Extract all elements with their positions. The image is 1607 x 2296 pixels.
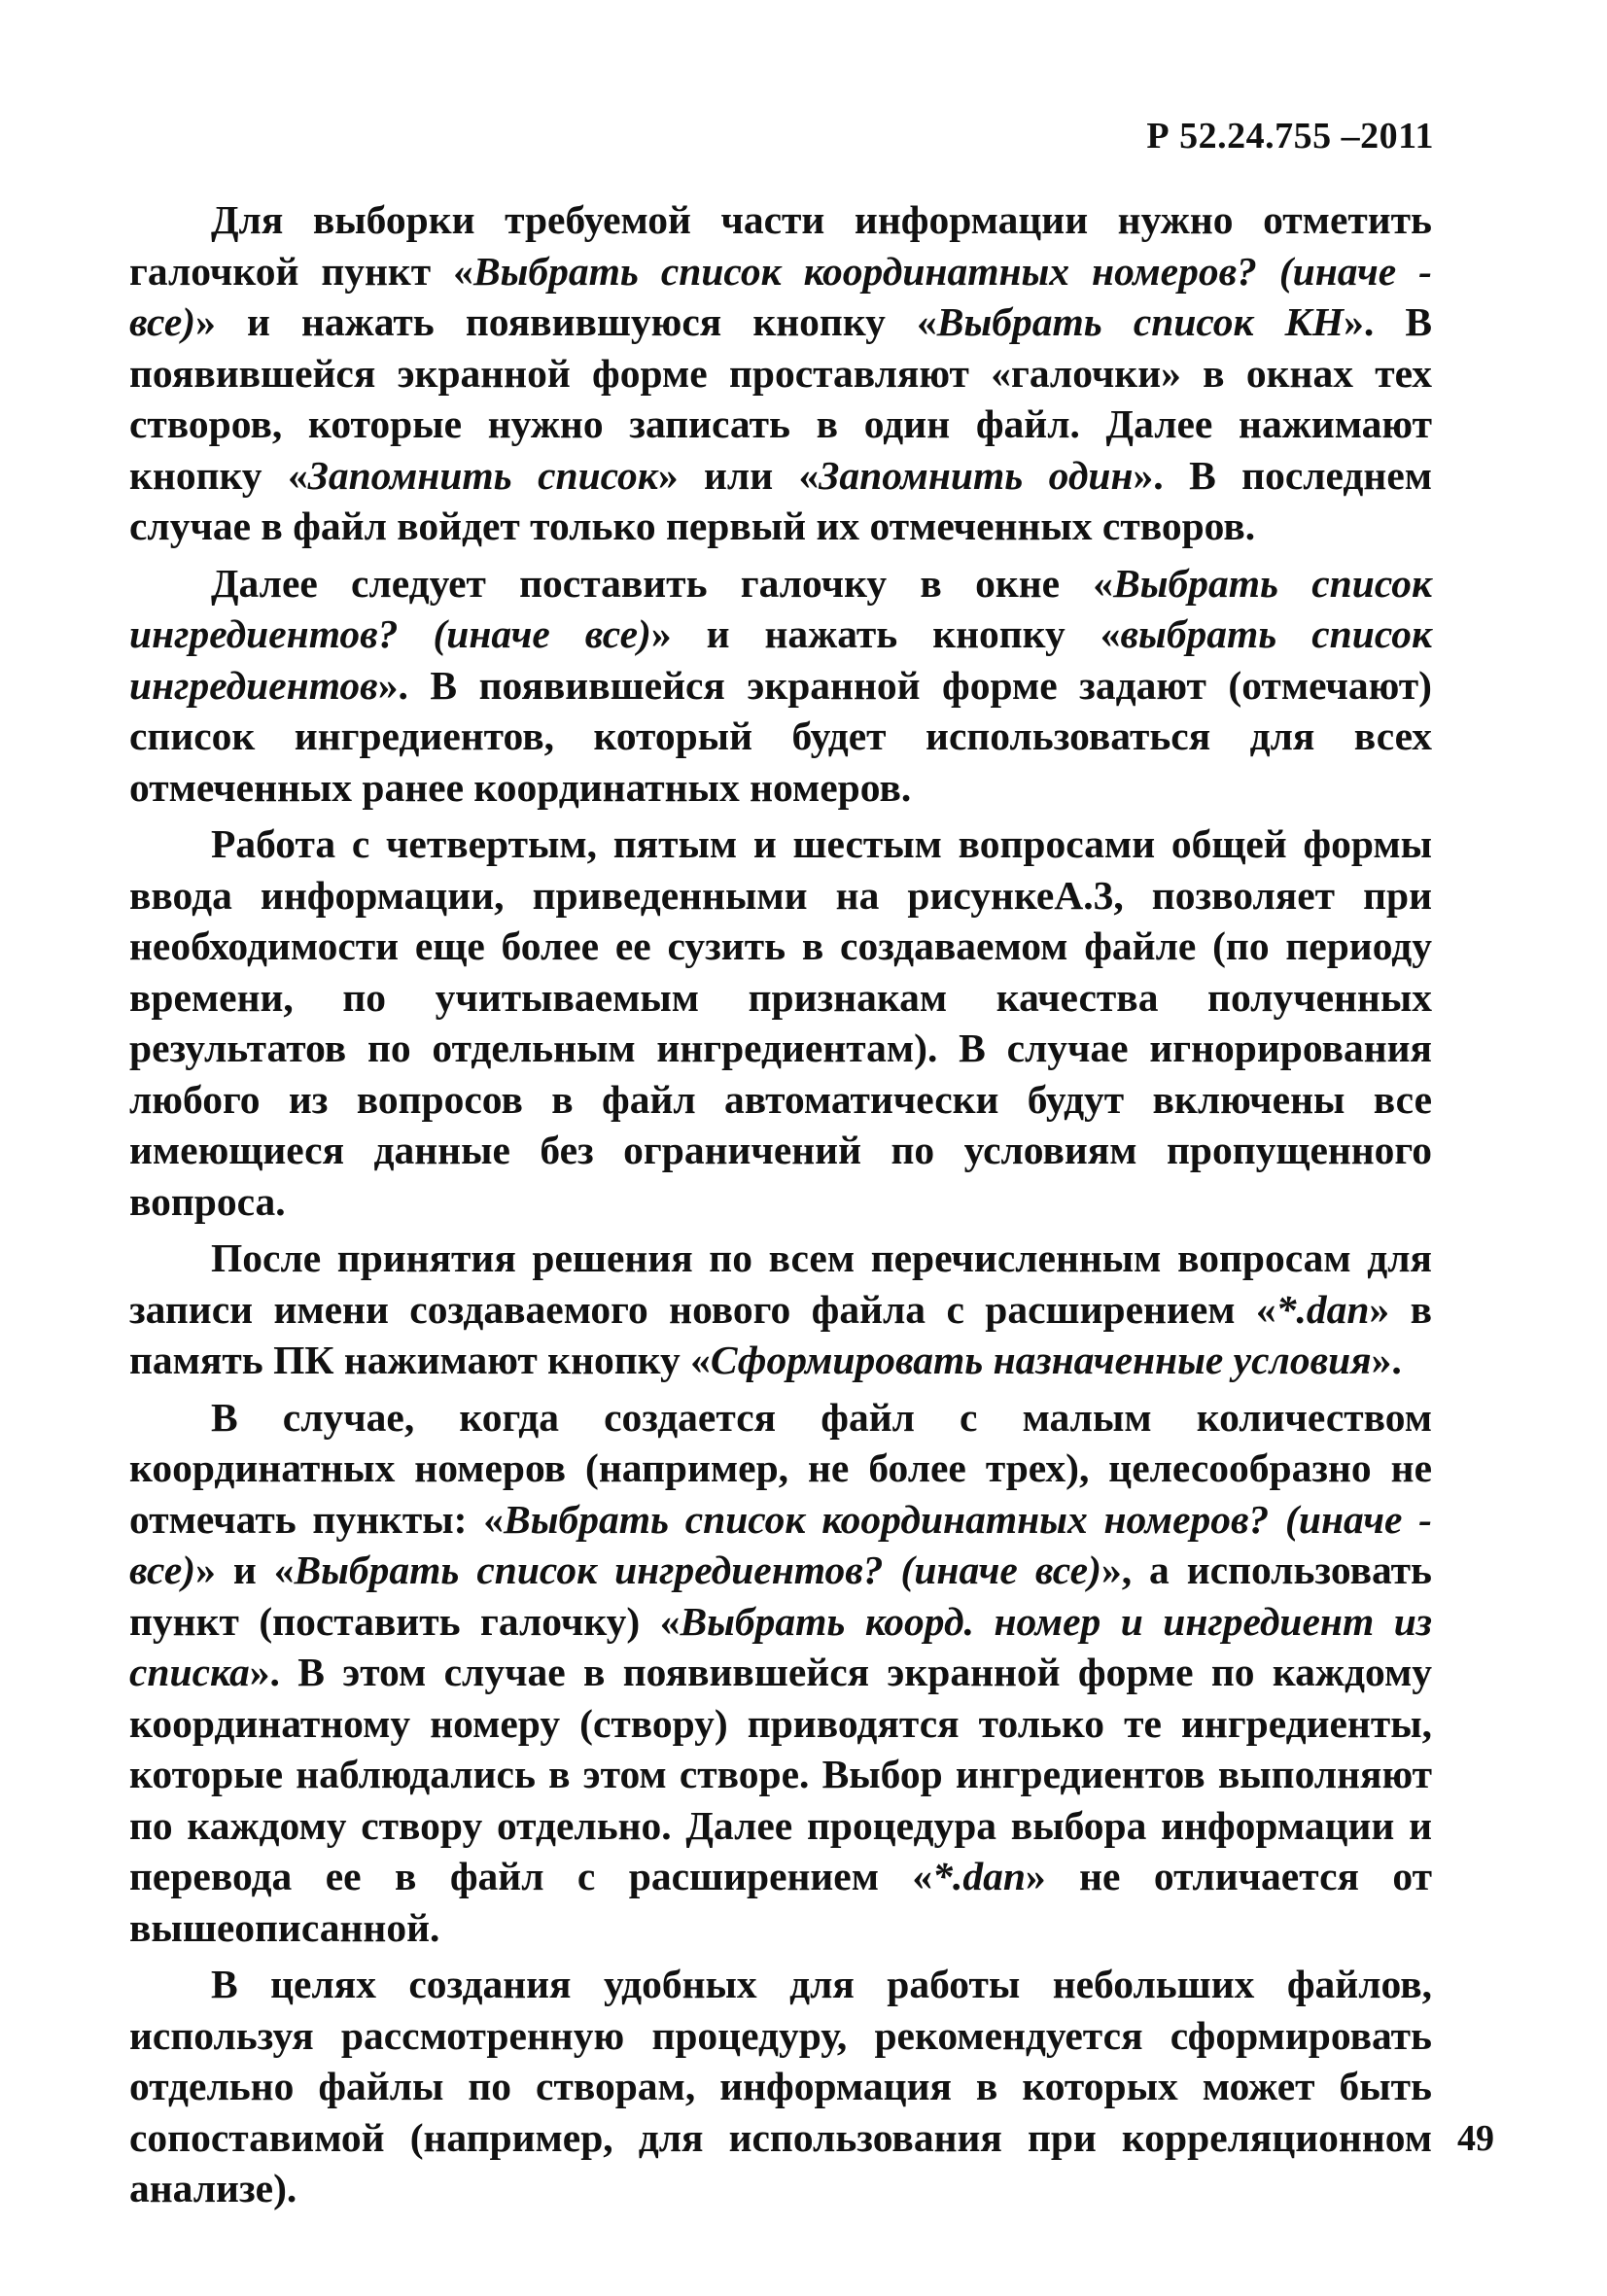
text-segment: Далее следует поставить галочку в окне «	[211, 560, 1114, 606]
italic-text-segment: Запомнить один	[819, 452, 1134, 498]
italic-text-segment: *.dan	[1275, 1286, 1370, 1332]
text-segment: » или «	[657, 452, 820, 498]
text-segment: В целях создания удобных для работы небольших файлов, используя рассмотренную процедуру, рекомендуется сформировать отдельно файлы по створам, информация в которых может быть сопоставимой (например, для использования при корреляционном анализе).	[129, 1962, 1432, 2210]
italic-text-segment: Выбрать список ингредиентов? (иначе все)	[129, 560, 1432, 656]
paragraph	[129, 558, 1432, 814]
text-segment: ». В этом случае в появившейся экранной форме по каждому координатному номеру (створу) приводятся только те ингредиенты, которые наблюдались в этом створе. Выбор ингредиентов выполняют по каждому створу отдельно. Далее процедура выбора информации и перевода ее в файл с расширением «	[129, 1650, 1432, 1898]
italic-text-segment: Выбрать коорд. номер и ингредиент из списка	[129, 1598, 1432, 1694]
paragraph	[129, 1392, 1432, 1954]
document-code: Р 52.24.755 –2011	[1146, 116, 1434, 157]
text-segment: ». В появившейся экранной форме задают (отмечают) список ингредиентов, который будет использоваться для всех отмеченных ранее координатных номеров.	[129, 662, 1432, 810]
paragraph	[129, 1959, 1432, 2214]
italic-text-segment: выбрать список ингредиентов	[129, 611, 1432, 708]
text-segment: » и нажать появившуюся кнопку «	[195, 299, 937, 344]
paragraph	[129, 1233, 1432, 1386]
italic-text-segment: Запомнить список	[307, 452, 658, 498]
text-segment: ». В последнем случае в файл войдет только первый их отмеченных створов.	[129, 452, 1433, 548]
text-segment: Для выборки требуемой части информации нужно отметить галочкой пункт «	[129, 197, 1432, 294]
italic-text-segment: Выбрать список КН	[936, 299, 1345, 344]
page-number: 49	[1457, 2118, 1494, 2159]
text-segment: Работа с четвертым, пятым и шестым вопросами общей формы ввода информации, приведенными на рисункеА.3, позволяет при необходимости еще более ее сузить в создаваемом файле (по периоду времени, по учитываемым признакам качества полученных результатов по отдельным ингредиентам). В случае игнорирования любого из вопросов в файл автоматически будут включены все имеющиеся данные без ограничений по условиям пропущенного вопроса.	[129, 821, 1432, 1224]
text-segment: » и нажать кнопку «	[650, 611, 1121, 656]
paragraph	[129, 818, 1432, 1227]
text-segment: После принятия решения по всем перечисленным вопросам для записи имени создаваемого нового файла с расширением «	[129, 1235, 1432, 1332]
text-segment: ».	[1371, 1338, 1402, 1382]
italic-text-segment: Выбрать список ингредиентов? (иначе все)	[294, 1548, 1101, 1592]
italic-text-segment: Сформировать назначенные условия	[710, 1338, 1372, 1382]
italic-text-segment: Выбрать список координатных номеров? (иначе - все)	[129, 248, 1433, 344]
text-segment: » в память ПК нажимают кнопку «	[129, 1286, 1432, 1382]
text-segment: В случае, когда создается файл с малым количеством координатных номеров (например, не более трех), целесообразно не отмечать пункты: «	[129, 1394, 1432, 1542]
text-segment: », а использовать пункт (поставить галочку) «	[129, 1548, 1432, 1644]
document-body	[129, 194, 1432, 2220]
text-segment: » и «	[195, 1548, 295, 1592]
paragraph	[129, 194, 1432, 552]
text-segment: ». В появившейся экранной форме проставляют «галочки» в окнах тех створов, которые нужно записать в один файл. Далее нажимают кнопку «	[129, 299, 1433, 498]
italic-text-segment: *.dan	[932, 1854, 1026, 1898]
italic-text-segment: Выбрать список координатных номеров? (иначе - все)	[129, 1496, 1432, 1592]
text-segment: » не отличается от вышеописанной.	[129, 1854, 1432, 1950]
